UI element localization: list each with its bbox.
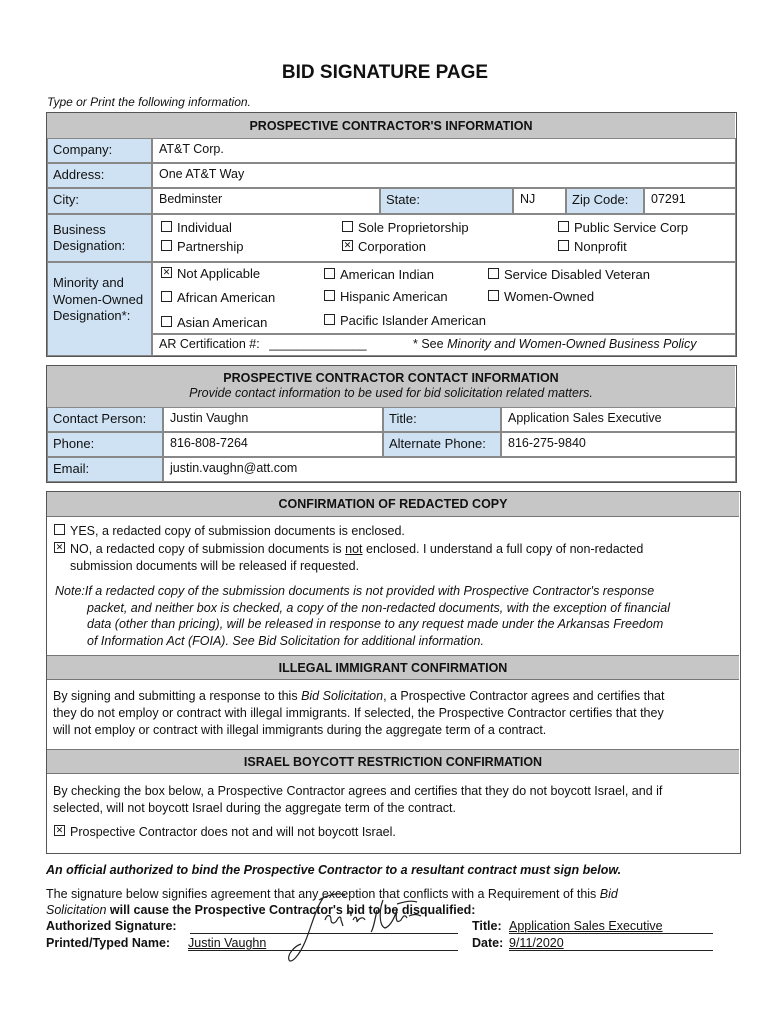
signature-agreement-text: The signature below signifies agreement that any exception that conflicts with a Requirement of this Bid Solicitation will cause the Prospective Contractor's bid to be disqualified: — [46, 887, 618, 917]
minority-designation-label: Minority and Women-Owned Designation*: — [47, 262, 152, 356]
israel-text: By checking the box below, a Prospective Contractor agrees and certifies that they do not boycott Israel, and if selected, will not boycott Israel during the aggregate term of the contract. — [53, 784, 663, 815]
checkbox[interactable] — [54, 524, 65, 535]
checkbox-checked[interactable] — [54, 542, 65, 553]
city-field[interactable]: Bedminster — [152, 188, 380, 214]
redacted-no-continued: submission documents will be released if requested. — [70, 559, 360, 573]
israel-boycott-option[interactable]: ✕Prospective Contractor does not and will not boycott Israel. — [54, 825, 396, 839]
address-field[interactable]: One AT&T Way — [152, 163, 736, 188]
email-label: Email: — [47, 457, 163, 482]
business-designation-label: Business Designation: — [47, 214, 152, 262]
checkbox[interactable] — [324, 314, 335, 325]
company-label: Company: — [47, 138, 152, 163]
checkbox[interactable] — [488, 268, 499, 279]
option-women-owned[interactable]: Women-Owned — [488, 289, 594, 304]
page-title: BID SIGNATURE PAGE — [281, 62, 489, 83]
option-asian-american[interactable]: Asian American — [161, 315, 267, 330]
option-service-disabled-veteran[interactable]: Service Disabled Veteran — [488, 267, 650, 282]
redacted-note: Note:If a redacted copy of the submission documents is not provided with Prospective Contractor's response packet, and neither box is checked, a copy of the non-redacted documents, with the exception of financial data (other than pricing), will be released in response to any request made under the Arkansas Freedom of Information Act (FOIA). See Bid Solicitation for additional information. — [55, 584, 670, 648]
checkbox[interactable] — [161, 221, 172, 232]
email-field[interactable]: justin.vaughn@att.com — [163, 457, 736, 482]
official-authorization-note: An official authorized to bind the Prospective Contractor to a resultant contract must sign below. — [46, 863, 622, 877]
checkbox[interactable] — [488, 290, 499, 301]
title-field[interactable]: Application Sales Executive — [501, 407, 736, 432]
printed-name-value[interactable]: Justin Vaughn — [188, 936, 267, 950]
printed-name-label: Printed/Typed Name: — [46, 936, 171, 950]
address-label: Address: — [47, 163, 152, 188]
phone-label: Phone: — [47, 432, 163, 457]
title-label: Title: — [383, 407, 501, 432]
company-field[interactable]: AT&T Corp. — [152, 138, 736, 163]
contact-info-header: PROSPECTIVE CONTRACTOR CONTACT INFORMATION Provide contact information to be used for bid solicitation related matters. — [47, 366, 735, 408]
title-signature-value[interactable]: Application Sales Executive — [509, 919, 663, 933]
title-signature-label: Title: — [472, 919, 502, 933]
printed-name-line — [188, 950, 458, 951]
city-label: City: — [47, 188, 152, 214]
ar-certification-row — [152, 334, 736, 356]
checkbox-checked[interactable] — [54, 825, 65, 836]
option-not-applicable[interactable]: ✕Not Applicable — [161, 266, 260, 281]
alternate-phone-field[interactable]: 816-275-9840 — [501, 432, 736, 457]
authorized-signature-label: Authorized Signature: — [46, 919, 177, 933]
checkbox-checked[interactable] — [161, 267, 172, 278]
redacted-header: CONFIRMATION OF REDACTED COPY — [47, 492, 739, 517]
option-partnership[interactable]: Partnership — [161, 239, 243, 254]
checkbox[interactable] — [324, 290, 335, 301]
option-individual[interactable]: Individual — [161, 220, 232, 235]
checkbox[interactable] — [324, 268, 335, 279]
ar-certification-field[interactable]: ______________ — [269, 337, 367, 351]
option-corporation[interactable]: ✕Corporation — [342, 239, 426, 254]
option-pacific-islander-american[interactable]: Pacific Islander American — [324, 313, 486, 328]
state-field[interactable]: NJ — [513, 188, 566, 214]
zip-field[interactable]: 07291 — [644, 188, 736, 214]
checkbox[interactable] — [558, 221, 569, 232]
option-hispanic-american[interactable]: Hispanic American — [324, 289, 448, 304]
checkbox-checked[interactable] — [342, 240, 353, 251]
option-public-service-corp[interactable]: Public Service Corp — [558, 220, 688, 235]
alternate-phone-label: Alternate Phone: — [383, 432, 501, 457]
date-value[interactable]: 9/11/2020 — [509, 936, 564, 950]
checkbox[interactable] — [342, 221, 353, 232]
redacted-no-option[interactable]: ✕NO, a redacted copy of submission documents is not enclosed. I understand a full copy of non-redacted — [54, 542, 643, 556]
contractor-info-header: PROSPECTIVE CONTRACTOR'S INFORMATION — [47, 113, 735, 139]
zip-label: Zip Code: — [566, 188, 644, 214]
checkbox[interactable] — [161, 291, 172, 302]
immigrant-text: By signing and submitting a response to this Bid Solicitation, a Prospective Contractor agrees and certifies that they do not employ or contract with illegal immigrants. If selected, the Prospective Contractor certifies that they will not employ or contract with illegal immigrants during the aggregate term of a contract. — [53, 689, 665, 737]
ar-certification-label: AR Certification #: — [159, 337, 260, 351]
option-american-indian[interactable]: American Indian — [324, 267, 434, 282]
policy-reference: * See Minority and Women-Owned Business Policy — [413, 337, 697, 351]
date-line — [509, 950, 713, 951]
checkbox[interactable] — [558, 240, 569, 251]
intro-text: Type or Print the following information. — [47, 95, 251, 109]
option-african-american[interactable]: African American — [161, 290, 275, 305]
contact-person-label: Contact Person: — [47, 407, 163, 432]
state-label: State: — [380, 188, 513, 214]
checkbox[interactable] — [161, 240, 172, 251]
phone-field[interactable]: 816-808-7264 — [163, 432, 383, 457]
contact-person-field[interactable]: Justin Vaughn — [163, 407, 383, 432]
redacted-yes-option[interactable]: YES, a redacted copy of submission documents is enclosed. — [54, 524, 405, 538]
option-nonprofit[interactable]: Nonprofit — [558, 239, 627, 254]
israel-header: ISRAEL BOYCOTT RESTRICTION CONFIRMATION — [47, 749, 739, 774]
title-signature-line — [509, 933, 713, 934]
checkbox[interactable] — [161, 316, 172, 327]
option-sole-proprietorship[interactable]: Sole Proprietorship — [342, 220, 469, 235]
date-label: Date: — [472, 936, 504, 950]
immigrant-header: ILLEGAL IMMIGRANT CONFIRMATION — [47, 655, 739, 680]
handwritten-signature — [285, 880, 435, 970]
